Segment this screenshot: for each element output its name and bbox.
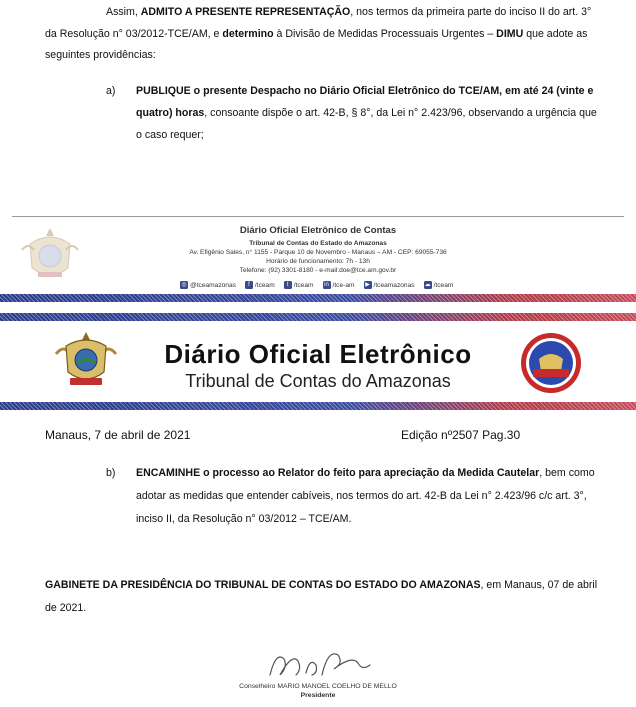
- social-youtube[interactable]: ▶ /tceamazonas: [365, 281, 415, 289]
- footer-hours: Horário de funcionamento: 7h - 13h: [266, 258, 370, 265]
- soundcloud-icon: ☁: [424, 282, 431, 288]
- signatory-name: Conselheiro MARIO MANOEL COELHO DE MELLO: [239, 683, 397, 690]
- social-linkedin[interactable]: in /tce-am: [324, 281, 355, 289]
- closing-paragraph-line2: de 2021.: [45, 602, 87, 614]
- item-b-marker: b): [106, 467, 116, 479]
- social-instagram[interactable]: ◎ @tceamazonas: [181, 281, 236, 289]
- footer-rule: [12, 216, 624, 217]
- twitter-icon: t: [284, 281, 292, 289]
- header-title: Diário Oficial Eletrônico: [164, 339, 472, 369]
- item-b-line1: ENCAMINHE o processo ao Relator do feito para apreciação da Medida Cautelar, bem como: [136, 467, 595, 479]
- stripe-top-2: [0, 313, 636, 321]
- facebook-icon: f: [245, 281, 253, 289]
- footer-contact: Telefone: (92) 3301-8180 - e-mail:doe@tce.am.gov.br: [239, 267, 397, 274]
- footer-title: Diário Oficial Eletrônico de Contas: [239, 225, 397, 236]
- signatory-role: Presidente: [300, 692, 336, 699]
- stripe-top-1: [0, 294, 636, 302]
- edition-page: Edição nº2507 Pag.30: [401, 428, 521, 442]
- item-a-line2: quatro) horas, consoante dispõe o art. 42-B, § 8°, da Lei n° 2.423/96, observando a urgência que: [136, 107, 597, 119]
- paragraph-admission-line2: da Resolução n° 03/2012-TCE/AM, e determino à Divisão de Medidas Processuais Urgentes – DIMU que adote as: [45, 28, 588, 40]
- item-a-marker: a): [106, 85, 116, 97]
- closing-paragraph: GABINETE DA PRESIDÊNCIA DO TRIBUNAL DE CONTAS DO ESTADO DO AMAZONAS, em Manaus, 07 de abril: [45, 579, 598, 591]
- footer-social-links: [180, 279, 470, 291]
- publication-date: Manaus, 7 de abril de 2021: [45, 428, 191, 442]
- item-b-line2: adotar as medidas que entender cabíveis, nos termos do art. 42-B da Lei n° 2.423/96 c/c art. 3°,: [136, 490, 587, 502]
- handwritten-signature: [262, 645, 382, 685]
- footer-address: Av. Efigênio Sales, n° 1155 - Parque 10 de Novembro - Manaus – AM - CEP: 69055-736: [189, 249, 447, 256]
- item-a-line1: PUBLIQUE o presente Despacho no Diário Oficial Eletrônico do TCE/AM, em até 24 (vinte e: [136, 85, 594, 97]
- item-a-line3: o caso requer;: [136, 129, 204, 141]
- certification-seal: [519, 331, 583, 395]
- item-b-line3: inciso II, da Resolução n° 03/2012 – TCE/AM.: [136, 513, 352, 525]
- footer-org: Tribunal de Contas do Estado do Amazonas: [249, 240, 387, 247]
- paragraph-admission-line3: seguintes providências:: [45, 49, 156, 61]
- instagram-icon: ◎: [181, 282, 187, 288]
- social-soundcloud[interactable]: ☁ /tceam: [424, 281, 454, 289]
- paragraph-admission: Assim, ADMITO A PRESENTE REPRESENTAÇÃO, nos termos da primeira parte do inciso II do art. 3°: [106, 6, 592, 18]
- linkedin-icon: in: [324, 282, 329, 288]
- social-twitter[interactable]: t /tceam: [284, 281, 314, 289]
- header-subtitle: Tribunal de Contas do Amazonas: [185, 371, 451, 391]
- youtube-icon: ▶: [365, 282, 370, 288]
- stripe-bottom: [0, 402, 636, 410]
- social-facebook[interactable]: f /tceam: [245, 281, 275, 289]
